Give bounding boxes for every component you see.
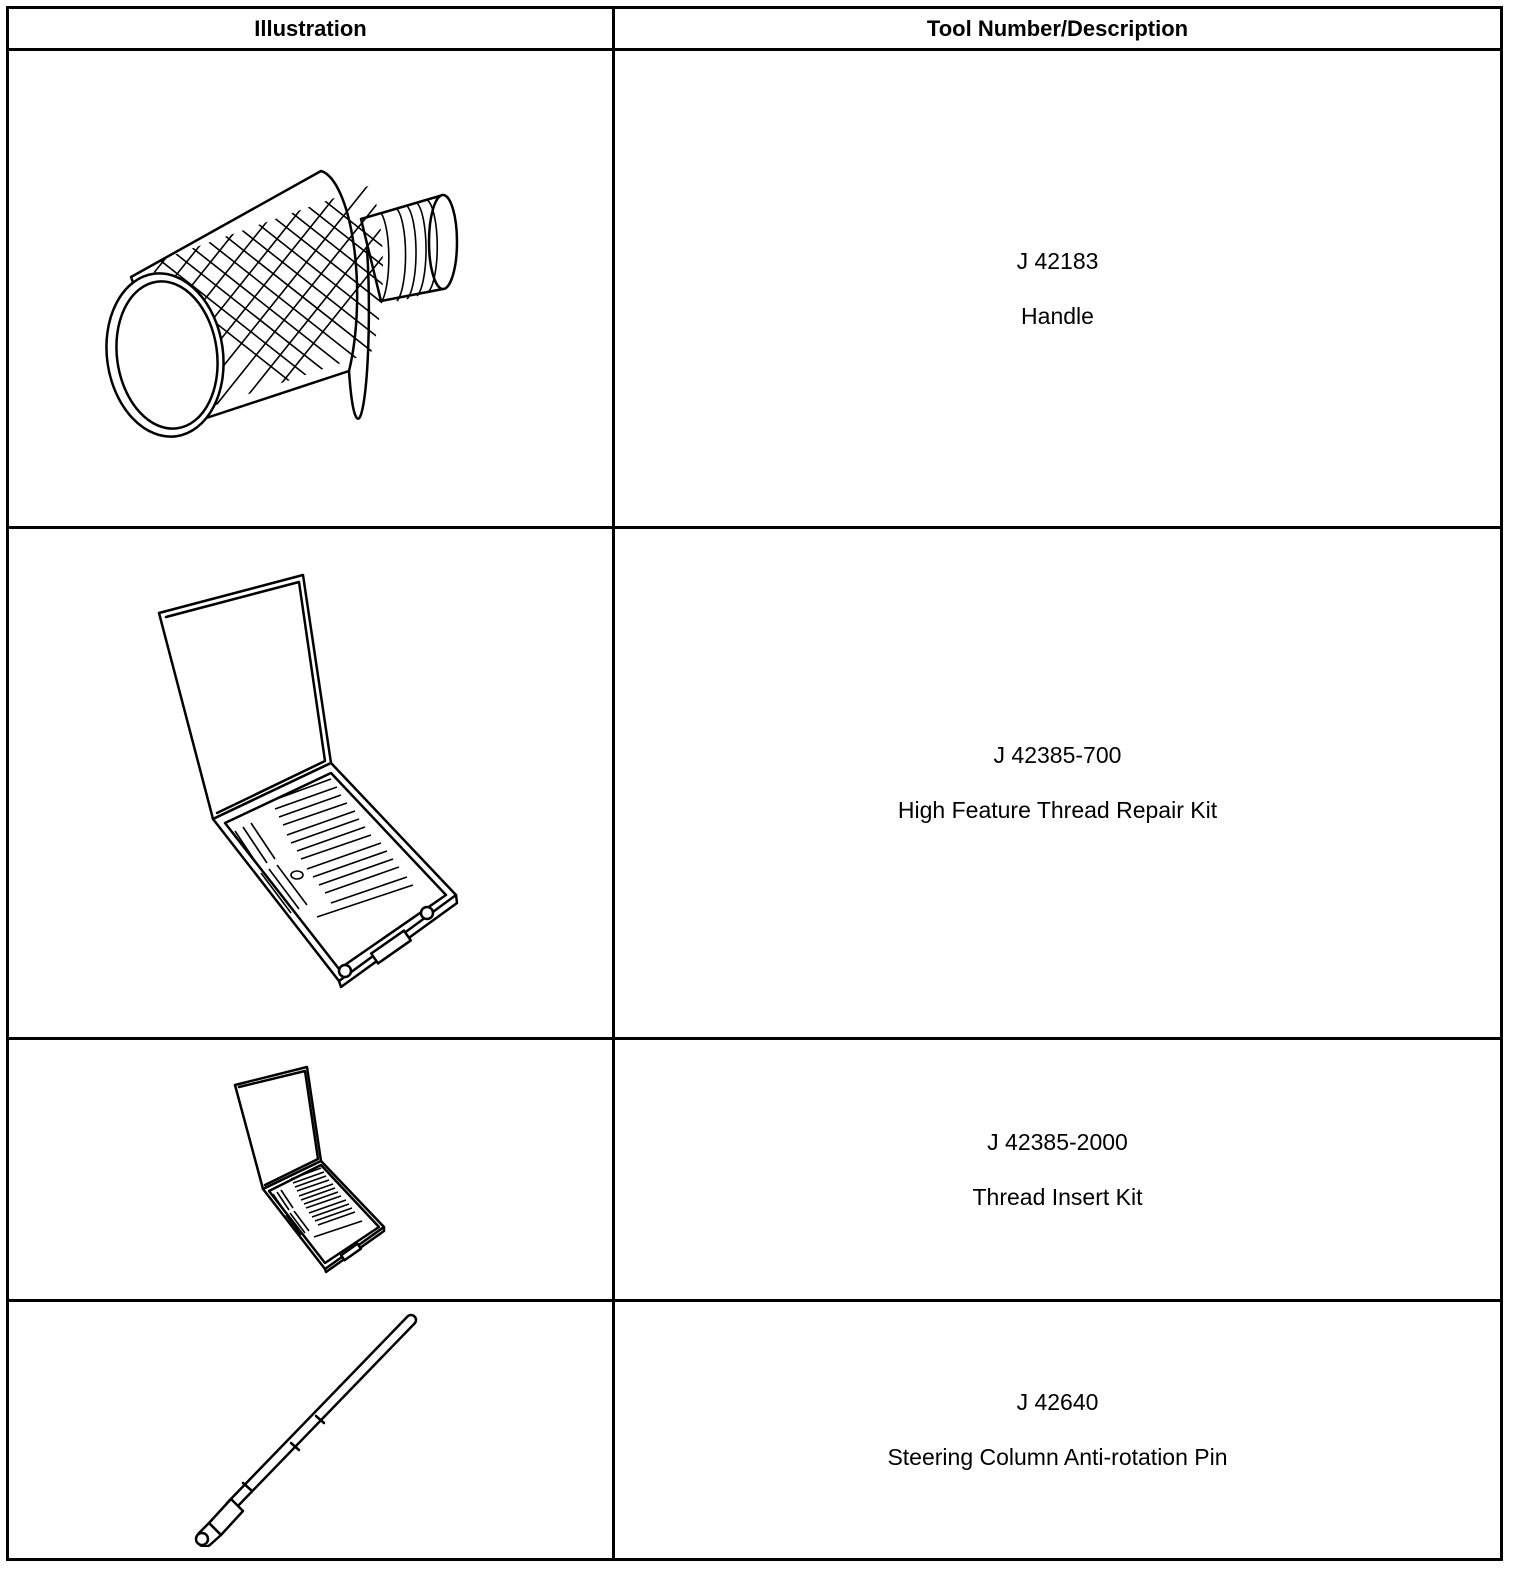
thread-repair-kit-icon xyxy=(151,573,471,993)
table-header-row xyxy=(8,8,1502,50)
tool-description: Handle xyxy=(1021,302,1094,329)
knurled-handle-icon xyxy=(81,139,541,439)
tool-number: J 42385-700 xyxy=(993,742,1122,768)
description-cell xyxy=(614,1039,1502,1301)
table-row xyxy=(8,50,1502,528)
table-row xyxy=(8,1039,1502,1301)
tool-number: J 42183 xyxy=(1016,247,1099,274)
description-cell xyxy=(614,50,1502,528)
description-column-header: Tool Number/Description xyxy=(614,8,1502,50)
tool-description: High Feature Thread Repair Kit xyxy=(897,797,1218,823)
illustration-cell xyxy=(8,528,614,1039)
anti-rotation-pin-icon xyxy=(191,1313,431,1547)
tool-description: Steering Column Anti-rotation Pin xyxy=(887,1444,1228,1470)
thread-insert-kit-icon xyxy=(231,1065,391,1275)
illustration-column-header: Illustration xyxy=(8,8,614,50)
description-cell xyxy=(614,528,1502,1039)
tool-number: J 42640 xyxy=(1016,1389,1099,1415)
illustration-cell xyxy=(8,1301,614,1560)
table-row xyxy=(8,528,1502,1039)
table-row xyxy=(8,1301,1502,1560)
tool-number: J 42385-2000 xyxy=(987,1128,1128,1155)
illustration-cell xyxy=(8,1039,614,1301)
tool-table xyxy=(6,6,1503,1561)
description-cell xyxy=(614,1301,1502,1560)
tool-description: Thread Insert Kit xyxy=(972,1183,1143,1210)
illustration-cell xyxy=(8,50,614,528)
